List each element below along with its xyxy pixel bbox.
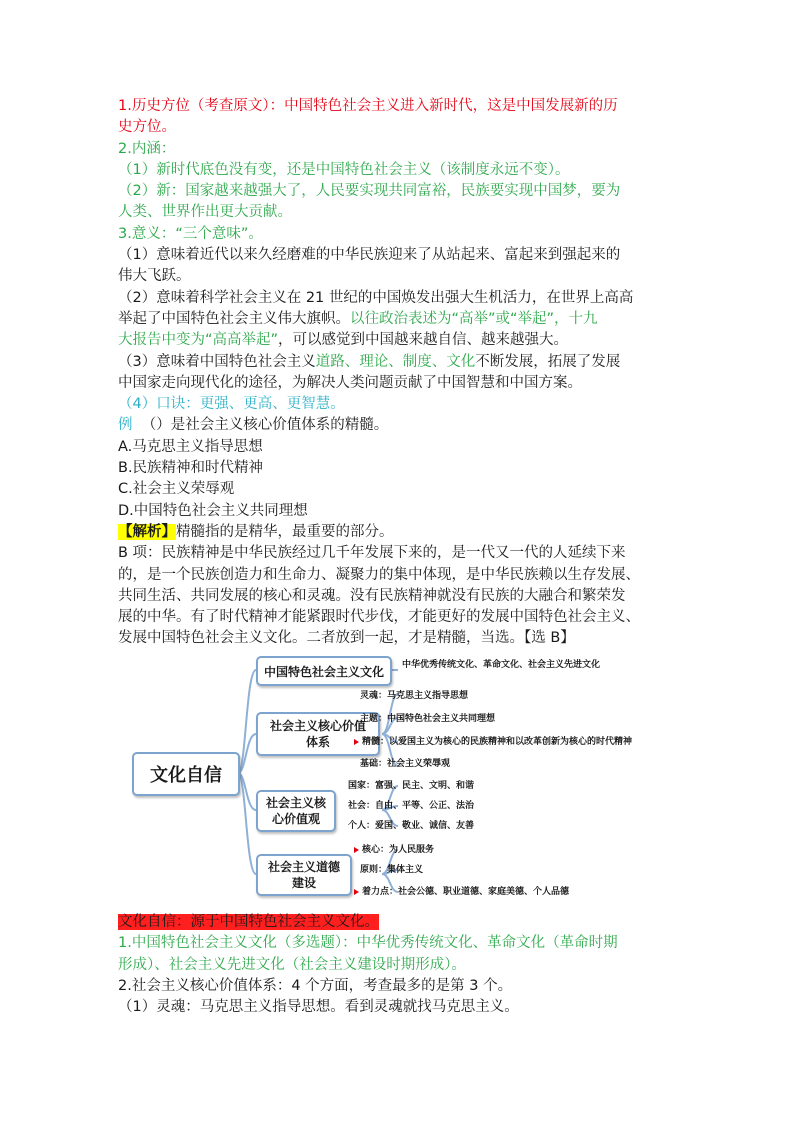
flag-icon [354,889,359,895]
point-3-1-cont: 伟大飞跃。 [118,268,191,285]
mindmap-leaf [348,778,474,791]
option-b: B.民族精神和时代精神 [118,460,264,477]
flag-icon [354,739,359,745]
mindmap-branch-core-values [256,790,336,832]
section1-title-cont [118,117,684,138]
mindmap-branch-culture [256,656,392,686]
mindmap-leaf [360,711,495,724]
mindmap-leaf [354,734,632,747]
leaf-text: 中华优秀传统文化、革命文化、社会主义先进文化 [402,660,601,670]
analysis-b-3: 共同生活、共同发展的核心和灵魂。没有民族精神就没有民族的大融合和繁荣发 [118,587,626,604]
point-2-1: （1）新时代底色没有变，还是中国特色社会主义（该制度永远不变）。 [118,161,570,178]
analysis-b-4: 展的中华。有了时代精神才能紧跟时代步伐，才能更好的发展中国特色社会主义、 [118,609,640,626]
mnemonic: （4）口诀：更强、更高、更智慧。 [118,396,345,413]
mindmap-leaf [360,688,468,701]
analysis-b-2: 的，是一个民族创造力和生命力、凝聚力的集中体现，是中华民族赖以生存发展、 [118,566,640,583]
mindmap-branch-moral [256,854,352,896]
analysis-label: 【解析】 [118,523,176,540]
culture-heading [118,912,684,933]
mindmap-leaf [348,798,474,811]
culture-point-2-1: （1）灵魂：马克思主义指导思想。看到灵魂就找马克思主义。 [118,999,519,1016]
culture-point-1: 1.中国特色社会主义文化（多选题）：中华优秀传统文化、革命文化（革命时期 [118,935,618,952]
root-label: 文化自信 [150,765,222,786]
section3-heading: 3.意义：“三个意味”。 [118,225,263,242]
point-3-3 [118,352,684,373]
text-green: 大报告中变为“高高举起” [118,332,279,349]
point-2-2-cont: 人类、世界作出更大贡献。 [118,204,292,221]
point-3-3-cont: 中国家走向现代化的途径，为解决人类问题贡献了中国智慧和中国方案。 [118,374,582,391]
mindmap-leaf [348,818,474,831]
option-c: C.社会主义荣辱观 [118,481,235,498]
example-label: 例 [118,417,133,434]
culture-point-2: 2.社会主义核心价值体系：4 个方面，考查最多的是第 3 个。 [118,977,513,994]
mindmap-root [132,752,240,796]
point-3-2: （2）意味着科学社会主义在 21 世纪的中国焕发出强大生机活力，在世界上高高 [118,289,634,306]
point-2-2: （2）新：国家越来越强大了，人民要实现共同富裕，民族要实现中国梦，要为 [118,183,621,200]
option-a: A.马克思主义指导思想 [118,438,263,455]
document-body [118,96,684,650]
text-green: 道路、理论、制度、文化 [315,353,476,370]
question-text: （）是社会主义核心价值体系的精髓。 [141,417,389,434]
culture-confidence-mindmap [128,648,633,906]
analysis-text: 精髓指的是精华，最重要的部分。 [176,523,394,540]
leaf-text: 原则：集体主义 [360,865,424,875]
branch-label: 社会主义道德建设 [267,860,340,890]
leaf-text: 社会：自由、平等、公正、法治 [348,801,475,811]
mindmap-leaf [360,862,423,875]
branch-label: 社会主义核心价值观 [265,796,326,826]
culture-point-1-cont: 形成）、社会主义先进文化（社会主义建设时期形成）。 [118,956,466,973]
highlighted-heading: 文化自信：源于中国特色社会主义文化。 [118,914,379,930]
analysis-b-5: 发展中国特色社会主义文化。二者放到一起，才是精髓，当选。【选 B】 [118,630,575,647]
point-3-1: （1）意味着近代以来久经磨难的中华民族迎来了从站起来、富起来到强起来的 [118,247,621,264]
text: 史方位。 [118,119,176,136]
leaf-text: 着力点：社会公德、职业道德、家庭美德、个人品德 [362,887,570,897]
leaf-text: 核心：为人民服务 [362,845,435,855]
leaf-text: 国家：富强、民主、文明、和谐 [348,781,475,791]
analysis [118,522,684,543]
example-question [118,415,684,436]
branch-label: 中国特色社会主义文化 [263,664,384,679]
culture-section [118,912,684,1018]
point-3-2-cont2 [118,330,684,351]
branch-label: 社会主义核心价值体系 [269,719,366,749]
section2-heading: 2.内涵： [118,140,176,157]
option-d: D.中国特色社会主义共同理想 [118,502,308,519]
mindmap-leaf [360,756,450,769]
analysis-b-1: B 项：民族精神是中华民族经过几千年发展下来的，是一代又一代的人延续下来 [118,545,626,562]
section1-title [118,96,684,117]
text: 1.历史方位（考查原文）：中国特色社会主义进入新时代，这是中国发展新的历 [118,98,618,114]
text: 不断发展，拓展了发展 [475,353,621,370]
mindmap-leaf [402,657,600,670]
leaf-text: 灵魂：马克思主义指导思想 [360,691,469,701]
text-green: 以往政治表述为“高举”或“举起”，十九 [350,310,598,327]
leaf-text: 基础：社会主义荣辱观 [360,759,451,769]
leaf-text: 主题：中国特色社会主义共同理想 [360,714,496,724]
text: ，可以感觉到中国越来越自信、越来越强大。 [278,332,569,349]
text: （3）意味着中国特色社会主义 [118,353,316,370]
text: 举起了中国特色社会主义伟大旗帜。 [118,310,350,327]
flag-icon [354,847,359,853]
leaf-text: 个人：爱国、敬业、诚信、友善 [348,821,475,831]
point-3-2-cont [118,309,684,330]
mindmap-leaf [354,842,434,855]
leaf-text: 精髓：以爱国主义为核心的民族精神和以改革创新为核心的时代精神 [362,737,633,747]
mindmap-leaf [354,884,569,897]
